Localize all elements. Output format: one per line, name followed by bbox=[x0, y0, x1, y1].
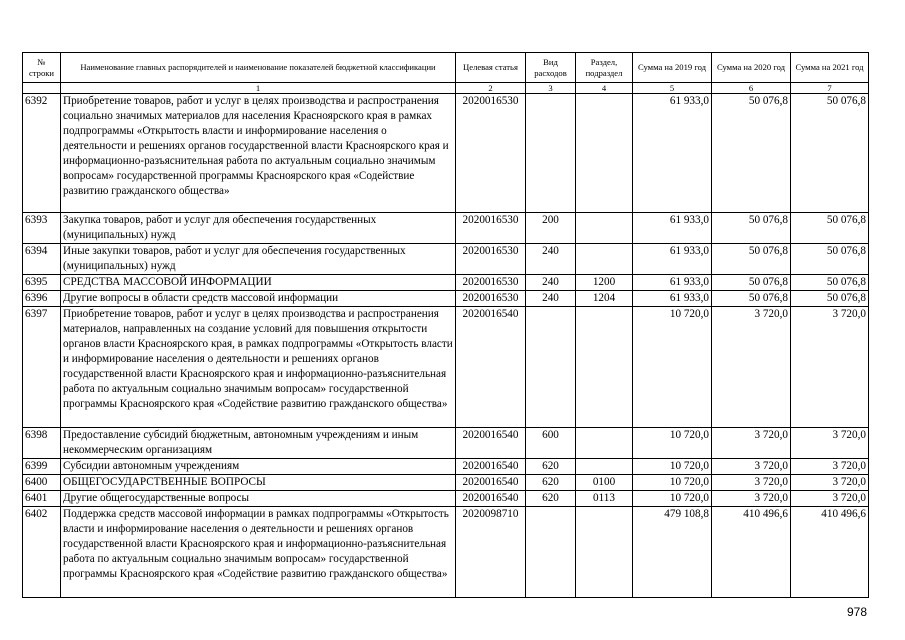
row-sum-2020: 50 076,8 bbox=[712, 275, 791, 291]
row-sum-2021: 3 720,0 bbox=[791, 491, 869, 507]
row-target-article: 2020016530 bbox=[456, 291, 526, 307]
row-sum-2019: 479 108,8 bbox=[633, 507, 712, 598]
row-number: 6394 bbox=[23, 244, 61, 275]
row-section: 1204 bbox=[576, 291, 633, 307]
header-target-article: Целевая статья bbox=[456, 53, 526, 83]
row-number: 6402 bbox=[23, 507, 61, 598]
row-target-article: 2020016530 bbox=[456, 244, 526, 275]
row-target-article: 2020016530 bbox=[456, 213, 526, 244]
header-expense-type: Вид расходов bbox=[526, 53, 576, 83]
table-row bbox=[23, 459, 869, 475]
row-name: Предоставление субсидий бюджетным, автономным учреждениям и иным некоммерческим организациям bbox=[61, 428, 456, 459]
row-sum-2019: 61 933,0 bbox=[633, 291, 712, 307]
row-sum-2019: 10 720,0 bbox=[633, 491, 712, 507]
row-number: 6399 bbox=[23, 459, 61, 475]
row-sum-2019: 10 720,0 bbox=[633, 459, 712, 475]
row-target-article: 2020016540 bbox=[456, 307, 526, 428]
table-row bbox=[23, 507, 869, 598]
row-sum-2020: 50 076,8 bbox=[712, 244, 791, 275]
row-section: 0100 bbox=[576, 475, 633, 491]
column-number-cell: 1 bbox=[61, 83, 456, 94]
row-name: ОБЩЕГОСУДАРСТВЕННЫЕ ВОПРОСЫ bbox=[61, 475, 456, 491]
row-sum-2020: 3 720,0 bbox=[712, 491, 791, 507]
row-expense-type: 240 bbox=[526, 244, 576, 275]
table-row bbox=[23, 307, 869, 428]
row-sum-2020: 50 076,8 bbox=[712, 291, 791, 307]
row-target-article: 2020016540 bbox=[456, 491, 526, 507]
column-number-cell: 2 bbox=[456, 83, 526, 94]
table-row bbox=[23, 291, 869, 307]
row-target-article: 2020016540 bbox=[456, 459, 526, 475]
column-number-cell: 3 bbox=[526, 83, 576, 94]
row-section bbox=[576, 507, 633, 598]
header-row-number: № строки bbox=[23, 53, 61, 83]
header-section: Раздел, подраздел bbox=[576, 53, 633, 83]
row-number: 6398 bbox=[23, 428, 61, 459]
row-name: Приобретение товаров, работ и услуг в целях производства и распространения социально значимых материалов для населения Красноярского края в рамках подпрограммы «Открытость власти и информирование населения о деятельности и решениях органов государственной власти Красноярского края и информационно-разъяснительная работа по актуальным социально значимым вопросам» государственной программы Красноярского края «Содействие развитию гражданского общества» bbox=[61, 94, 456, 213]
row-section bbox=[576, 307, 633, 428]
header-sum-2020: Сумма на 2020 год bbox=[712, 53, 791, 83]
row-number: 6396 bbox=[23, 291, 61, 307]
row-name: Иные закупки товаров, работ и услуг для обеспечения государственных (муниципальных) нужд bbox=[61, 244, 456, 275]
row-section: 0113 bbox=[576, 491, 633, 507]
row-sum-2021: 50 076,8 bbox=[791, 94, 869, 213]
row-name: Закупка товаров, работ и услуг для обеспечения государственных (муниципальных) нужд bbox=[61, 213, 456, 244]
row-sum-2019: 10 720,0 bbox=[633, 475, 712, 491]
row-number: 6401 bbox=[23, 491, 61, 507]
row-name: СРЕДСТВА МАССОВОЙ ИНФОРМАЦИИ bbox=[61, 275, 456, 291]
row-sum-2021: 410 496,6 bbox=[791, 507, 869, 598]
row-target-article: 2020098710 bbox=[456, 507, 526, 598]
row-sum-2021: 3 720,0 bbox=[791, 307, 869, 428]
column-number-cell bbox=[23, 83, 61, 94]
row-sum-2021: 50 076,8 bbox=[791, 213, 869, 244]
row-name: Другие вопросы в области средств массовой информации bbox=[61, 291, 456, 307]
row-expense-type bbox=[526, 507, 576, 598]
row-sum-2019: 61 933,0 bbox=[633, 244, 712, 275]
row-sum-2020: 50 076,8 bbox=[712, 213, 791, 244]
row-section bbox=[576, 94, 633, 213]
row-name: Другие общегосударственные вопросы bbox=[61, 491, 456, 507]
page-number: 978 bbox=[847, 605, 868, 619]
row-expense-type: 240 bbox=[526, 275, 576, 291]
row-sum-2020: 3 720,0 bbox=[712, 459, 791, 475]
table-row bbox=[23, 213, 869, 244]
row-sum-2019: 10 720,0 bbox=[633, 428, 712, 459]
row-section bbox=[576, 428, 633, 459]
table-header bbox=[23, 53, 869, 94]
row-name: Субсидии автономным учреждениям bbox=[61, 459, 456, 475]
table-row bbox=[23, 275, 869, 291]
row-sum-2021: 50 076,8 bbox=[791, 244, 869, 275]
row-sum-2020: 410 496,6 bbox=[712, 507, 791, 598]
row-sum-2019: 61 933,0 bbox=[633, 213, 712, 244]
row-expense-type bbox=[526, 307, 576, 428]
row-sum-2021: 3 720,0 bbox=[791, 428, 869, 459]
row-expense-type: 240 bbox=[526, 291, 576, 307]
row-sum-2021: 50 076,8 bbox=[791, 275, 869, 291]
row-name: Поддержка средств массовой информации в рамках подпрограммы «Открытость власти и информирование населения о деятельности и решениях органов государственной власти Красноярского края и информационно-разъяснительная работа по актуальным социально значимым вопросам» государственной программы Красноярского края «Содействие развитию гражданского общества» bbox=[61, 507, 456, 598]
row-expense-type: 620 bbox=[526, 475, 576, 491]
row-target-article: 2020016530 bbox=[456, 275, 526, 291]
header-sum-2019: Сумма на 2019 год bbox=[633, 53, 712, 83]
row-section: 1200 bbox=[576, 275, 633, 291]
row-expense-type: 600 bbox=[526, 428, 576, 459]
row-sum-2020: 3 720,0 bbox=[712, 428, 791, 459]
table-row bbox=[23, 244, 869, 275]
row-sum-2020: 50 076,8 bbox=[712, 94, 791, 213]
table-row bbox=[23, 428, 869, 459]
header-name: Наименование главных распорядителей и наименование показателей бюджетной классификации bbox=[61, 53, 456, 83]
row-number: 6393 bbox=[23, 213, 61, 244]
header-sum-2021: Сумма на 2021 год bbox=[791, 53, 869, 83]
row-name: Приобретение товаров, работ и услуг в целях производства и распространения материалов, направленных на создание условий для повышения открытости органов власти Красноярского края, в рамках подпрограммы «Открытость власти и информирование населения о деятельности и решениях органов государственной власти Красноярского края и информационно-разъяснительная работа по актуальным социально значимым вопросам» государственной программы Красноярского края «Содействие развитию гражданского общества» bbox=[61, 307, 456, 428]
row-expense-type: 620 bbox=[526, 491, 576, 507]
row-section bbox=[576, 213, 633, 244]
row-target-article: 2020016540 bbox=[456, 475, 526, 491]
row-sum-2020: 3 720,0 bbox=[712, 475, 791, 491]
column-number-cell: 7 bbox=[791, 83, 869, 94]
row-number: 6400 bbox=[23, 475, 61, 491]
row-expense-type: 200 bbox=[526, 213, 576, 244]
row-section bbox=[576, 459, 633, 475]
row-sum-2021: 3 720,0 bbox=[791, 475, 869, 491]
row-number: 6392 bbox=[23, 94, 61, 213]
table-row bbox=[23, 491, 869, 507]
column-number-cell: 5 bbox=[633, 83, 712, 94]
row-number: 6395 bbox=[23, 275, 61, 291]
row-sum-2019: 61 933,0 bbox=[633, 275, 712, 291]
row-sum-2019: 61 933,0 bbox=[633, 94, 712, 213]
row-target-article: 2020016530 bbox=[456, 94, 526, 213]
budget-table bbox=[22, 52, 869, 598]
row-sum-2019: 10 720,0 bbox=[633, 307, 712, 428]
table-row bbox=[23, 475, 869, 491]
row-section bbox=[576, 244, 633, 275]
column-number-cell: 6 bbox=[712, 83, 791, 94]
column-number-cell: 4 bbox=[576, 83, 633, 94]
row-sum-2021: 3 720,0 bbox=[791, 459, 869, 475]
table-row bbox=[23, 94, 869, 213]
row-expense-type: 620 bbox=[526, 459, 576, 475]
row-number: 6397 bbox=[23, 307, 61, 428]
row-sum-2020: 3 720,0 bbox=[712, 307, 791, 428]
row-expense-type bbox=[526, 94, 576, 213]
row-sum-2021: 50 076,8 bbox=[791, 291, 869, 307]
row-target-article: 2020016540 bbox=[456, 428, 526, 459]
